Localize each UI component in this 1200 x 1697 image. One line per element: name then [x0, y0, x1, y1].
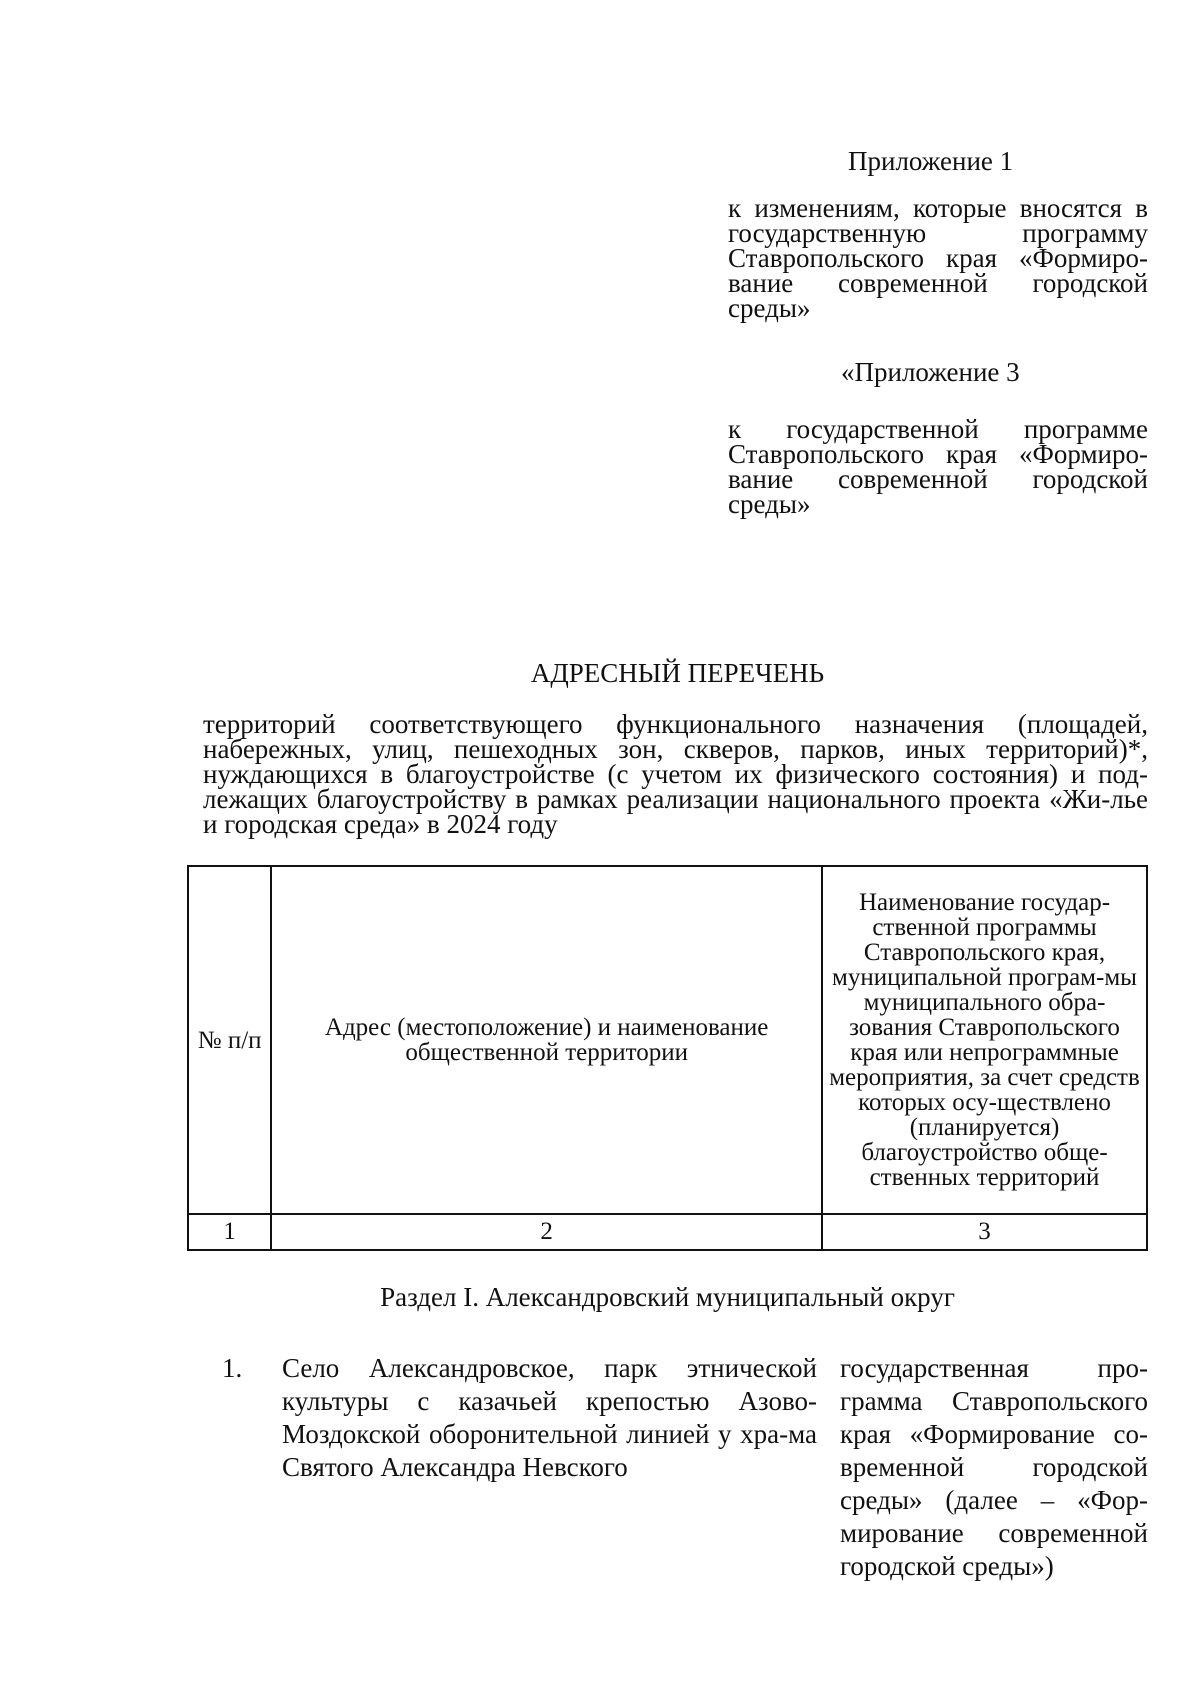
- header-table: [187, 865, 1148, 1251]
- table-header-row: [188, 866, 1147, 1214]
- table-column-numbers-row: [188, 1214, 1147, 1250]
- appendix-3-text: к государственной программе Ставропольского края «Формиро-вание современной городской среды»: [728, 414, 1148, 519]
- appendix-1-text: к изменениям, которые вносятся в государственную программу Ставропольского края «Формиро-вание современной городской среды»: [728, 193, 1148, 323]
- header-cell-address: Адрес (местоположение) и наименование общественной территории: [271, 866, 822, 1214]
- appendix-3-heading: «Приложение 3: [841, 357, 1020, 387]
- column-number-cell: 1: [188, 1214, 271, 1250]
- column-number-cell: 2: [271, 1214, 822, 1250]
- header-cell-program: Наименование государ-ственной программы Ставропольского края, муниципальной програм-мы муниципального обра-зования Ставропольского края или непрограммные мероприятия, за счет средств которых осу-ществлено (планируется) благоустройство обще-ственных территорий: [822, 866, 1147, 1214]
- appendix-1-heading: Приложение 1: [848, 146, 1014, 176]
- section-title: Раздел I. Александровский муниципальный округ: [380, 1282, 955, 1312]
- header-cell-number: № п/п: [188, 866, 271, 1214]
- document-subtitle: территорий соответствующего функционального назначения (площадей, набережных, улиц, пешеходных зон, скверов, парков, иных территорий)*, нуждающихся в благоустройстве (с учетом их физического состояния) и под-лежащих благоустройству в рамках реализации национального проекта «Жи-лье и городская среда» в 2024 году: [203, 709, 1148, 839]
- column-number-cell: 3: [822, 1214, 1147, 1250]
- document-title: АДРЕСНЫЙ ПЕРЕЧЕНЬ: [530, 658, 825, 688]
- row-program: государственная про-грамма Ставропольского края «Формирование со-временной городской среды» (далее – «Фор-мирование современной городской среды»): [840, 1353, 1148, 1581]
- row-number: 1.: [222, 1353, 243, 1383]
- row-address: Село Александровское, парк этнической культуры с казачьей крепостью Азово-Моздокской оборонительной линией у хра-ма Святого Александра Невского: [282, 1353, 817, 1482]
